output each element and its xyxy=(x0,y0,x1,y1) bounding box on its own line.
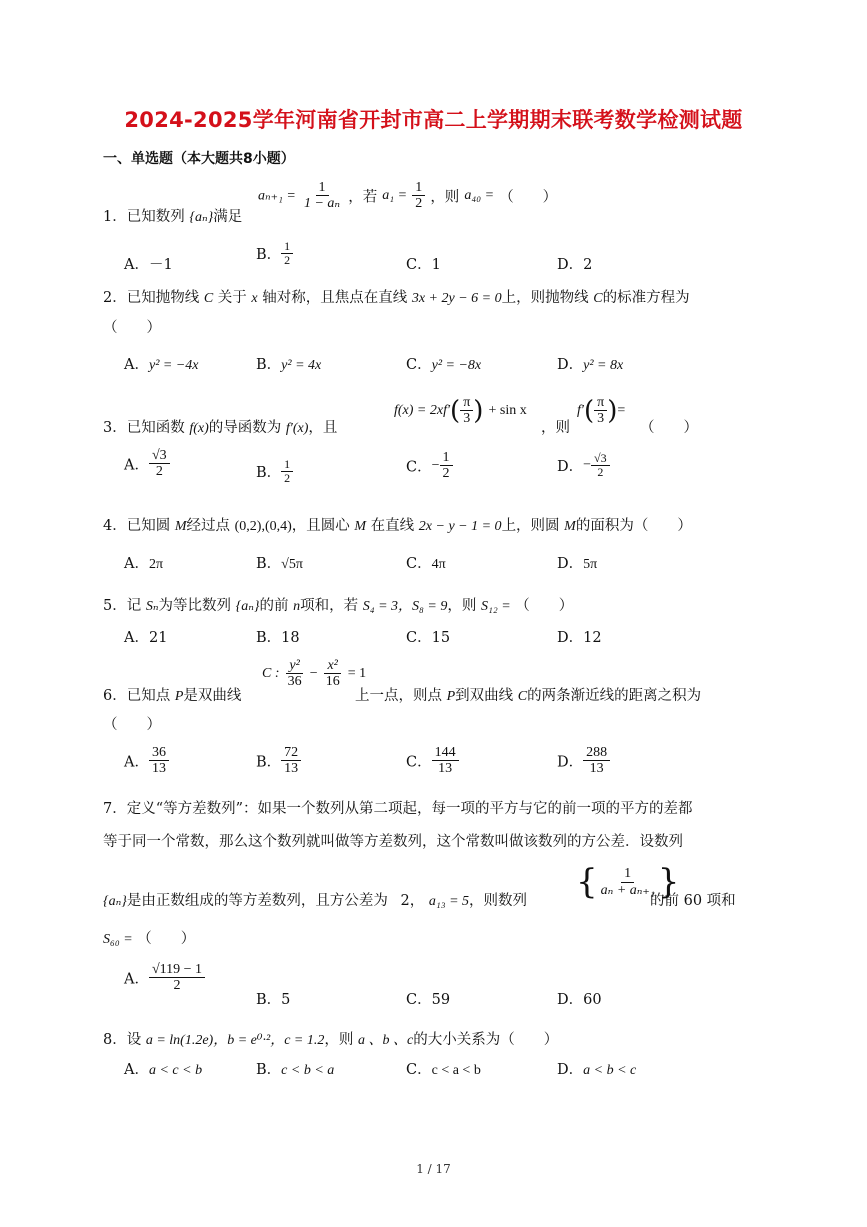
q7-option-d[interactable]: D．60 xyxy=(557,992,602,1008)
q3-equation: f(x) = 2xf′( $\frac{\pi}{3}$ ) + sin x xyxy=(394,395,527,427)
q1-rec-den: 1 − aₙ xyxy=(303,196,341,212)
q7-option-a[interactable]: A． $\frac{√119 - 1}{2}$ xyxy=(124,962,205,994)
q1-a1-num: 1 xyxy=(412,180,425,196)
q6-option-a[interactable]: A． $\frac{36}{13}$ xyxy=(124,745,169,777)
page-title: 2024-2025学年河南省开封市高二上学期期末联考数学检测试题 xyxy=(124,108,743,132)
q1-prefix: 1．已知数列 xyxy=(103,209,185,225)
q4-option-c[interactable]: C．4π xyxy=(406,556,446,572)
page-number: 1 / 17 xyxy=(416,1162,451,1176)
q4-line-equation: 2x − y − 1 = 0 xyxy=(418,519,502,534)
question-2: 2．已知抛物线 C 关于 x 轴对称，且焦点在直线 3x + 2y − 6 = 0上，则抛物线 C的标准方程为 xyxy=(103,290,690,306)
q3-ask: f′( $\frac{\pi}{3}$ )= xyxy=(577,395,626,427)
question-5: 5．记 Sₙ为等比数列 {aₙ}的前 n项和，若 S₄ = 3，S₈ = 9，则 S₁₂ = （ ） xyxy=(103,598,574,614)
q7-line-1: 7．定义“等方差数列”：如果一个数列从第二项起，每一项的平方与它的前一项的平方的差都 xyxy=(103,801,693,817)
q1-option-c[interactable]: C．1 xyxy=(406,257,441,273)
q1-a40: a₄₀ = xyxy=(464,187,495,203)
q6-paren: （ ） xyxy=(103,717,161,733)
q7-option-c[interactable]: C．59 xyxy=(406,992,451,1008)
q1-paren: （ ） xyxy=(499,189,558,206)
q5-option-c[interactable]: C．15 xyxy=(406,630,451,646)
q3-paren: （ ） xyxy=(640,420,698,436)
q6-option-b[interactable]: B． $\frac{72}{13}$ xyxy=(256,745,301,777)
q8-option-b[interactable]: B．c < b < a xyxy=(256,1062,335,1078)
q4-option-b[interactable]: B．√5π xyxy=(256,556,303,572)
q1-recurrence xyxy=(258,180,557,212)
q5-condition: S₄ = 3，S₈ = 9 xyxy=(362,599,448,614)
q7-option-b[interactable]: B．5 xyxy=(256,992,291,1008)
q6-rest: 上一点，则点 P到双曲线 C的两条渐近线的距离之积为 xyxy=(355,688,702,704)
q2-option-c[interactable]: C．y² = −8x xyxy=(406,357,482,373)
question-6: 6．已知点 P是双曲线 xyxy=(103,688,242,704)
q5-option-b[interactable]: B．18 xyxy=(256,630,300,646)
q1-option-d[interactable]: D．2 xyxy=(557,257,593,273)
question-3: 3．已知函数 f(x)的导函数为 f′(x)，且 xyxy=(103,420,338,436)
q3-option-b[interactable]: B． $\frac{1}{2}$ xyxy=(256,458,293,485)
q3-option-d[interactable]: D．− $\frac{√3}{2}$ xyxy=(557,452,610,479)
q6-option-c[interactable]: C． $\frac{144}{13}$ xyxy=(406,745,459,777)
q2-line-equation: 3x + 2y − 6 = 0 xyxy=(411,291,502,306)
question-8: 8．设 a = ln(1.2e)，b = e⁰·²，c = 1.2，则 a 、b 、c的大小关系为（ ） xyxy=(103,1032,559,1048)
q1-rec-lhs: aₙ₊₁ = xyxy=(258,188,296,204)
q1-a1: a₁ = xyxy=(382,187,408,203)
section-heading: 一、单选题（本大题共8小题） xyxy=(103,151,295,167)
question-4: 4．已知圆 M经过点 (0,2),(0,4)，且圆心 M 在直线 2x − y − 1 = 0上，则圆 M的面积为（ ） xyxy=(103,518,692,534)
q6-hyperbola: C : $\frac{\text{y²}}{36}$ − $\frac{\text{x²}}{16}$ = 1 xyxy=(262,658,367,690)
q4-points: (0,2),(0,4) xyxy=(234,519,292,534)
q5-option-a[interactable]: A．21 xyxy=(124,630,168,646)
q5-option-d[interactable]: D．12 xyxy=(557,630,602,646)
q7-line-2: 等于同一个常数，那么这个数列就叫做等方差数列，这个常数叫做该数列的方公差．设数列 xyxy=(103,834,683,850)
q1-seq: {aₙ} xyxy=(189,210,214,225)
q2-option-b[interactable]: B．y² = 4x xyxy=(256,357,322,373)
q1-option-a[interactable]: A．－1 xyxy=(124,257,173,273)
q3-option-a[interactable]: A． $\frac{√3}{2}$ xyxy=(124,448,170,480)
q3-option-c[interactable]: C．− $\frac{1}{2}$ xyxy=(406,450,453,482)
q3-then: ，则 xyxy=(541,420,570,436)
q8-option-a[interactable]: A．a < c < b xyxy=(124,1062,203,1078)
q6-option-d[interactable]: D． $\frac{288}{13}$ xyxy=(557,745,610,777)
q2-option-a[interactable]: A．y² = −4x xyxy=(124,357,199,373)
q4-option-a[interactable]: A．2π xyxy=(124,556,164,572)
q8-option-d[interactable]: D．a < b < c xyxy=(557,1062,637,1078)
q1-rec-num: 1 xyxy=(316,180,329,196)
q1-option-b[interactable]: B． $\frac{1}{2}$ xyxy=(256,240,293,267)
q7-sequence-fraction: { $\frac{1}{\text{aₙ + aₙ₊₁}}$ } xyxy=(576,862,680,902)
q4-option-d[interactable]: D．5π xyxy=(557,556,598,572)
q7-line-3-end: 的前 60 项和 xyxy=(650,893,736,909)
q1-mid: 满足 xyxy=(213,209,243,225)
q7-line-3: {aₙ}是由正数组成的等方差数列，且方公差为 2， a₁₃ = 5，则数列 xyxy=(103,893,528,909)
q8-option-c[interactable]: C．c < a < b xyxy=(406,1062,481,1078)
q7-line-4: S₆₀ = （ ） xyxy=(103,931,196,947)
q1-comma: ，若 xyxy=(348,189,378,206)
q2-option-d[interactable]: D．y² = 8x xyxy=(557,357,624,373)
q1-then: ，则 xyxy=(430,189,460,206)
question-1 xyxy=(103,205,242,226)
q2-paren: （ ） xyxy=(103,320,161,336)
q1-a1-den: 2 xyxy=(415,196,423,212)
